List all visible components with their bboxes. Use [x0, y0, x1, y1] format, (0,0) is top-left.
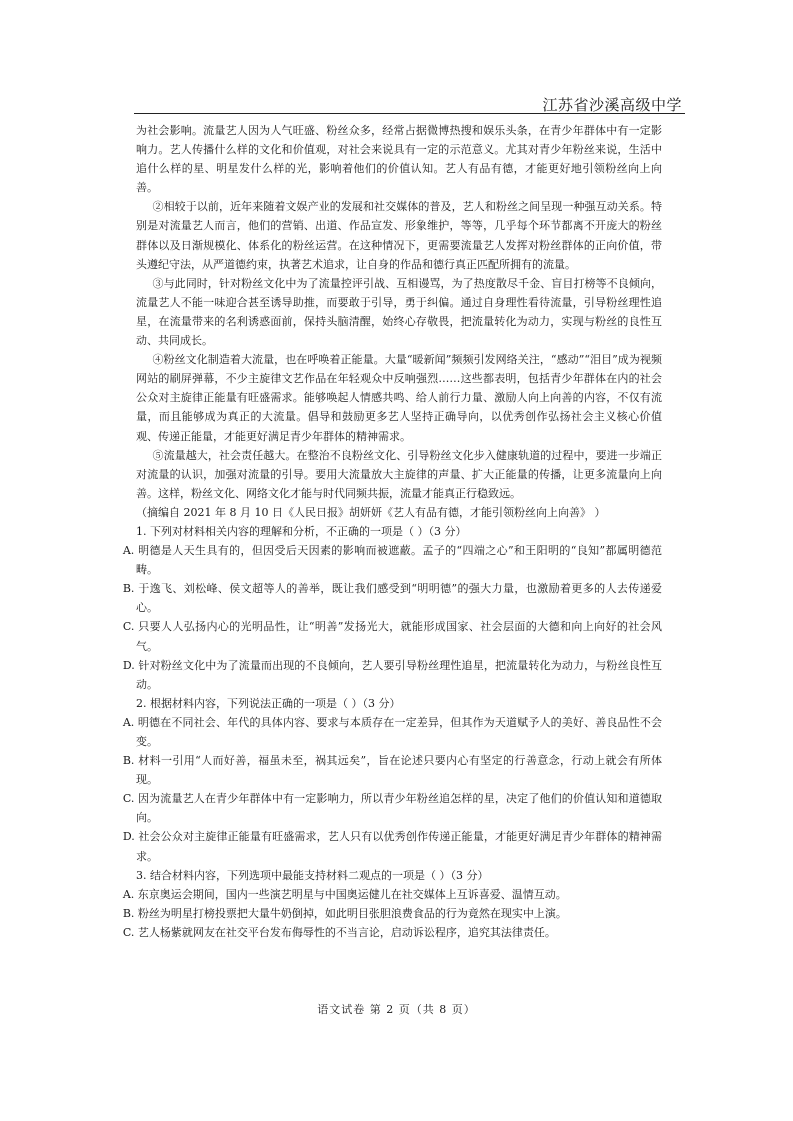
- question-3-title: 3. 结合材料内容，下列选项中最能支持材料二观点的一项是（ ）（3 分）: [136, 868, 489, 882]
- question-1-option-d: D. 针对粉丝文化中为了流量而出现的不良倾向，艺人要引导粉丝理性追星，把流量转化为动力，与粉丝良性互动。: [122, 658, 662, 691]
- page-footer: 语文试卷 第 2 页（共 8 页）: [317, 1003, 476, 1016]
- question-3-option-a: A. 东京奥运会期间，国内一些演艺明星与中国奥运健儿在社交媒体上互诉喜爱、温情互动。: [122, 887, 567, 901]
- question-3-option-b: B. 粉丝为明星打榜投票把大量牛奶倒掉，如此明目张胆浪费食品的行为竟然在现实中上演。: [122, 906, 567, 920]
- question-2-title: 2. 根据材料内容，下列说法正确的一项是（ ）（3 分）: [136, 696, 401, 710]
- question-2-option-d: D. 社会公众对主旋律正能量有旺盛需求，艺人只有以优秀创作传递正能量，才能更好满足青少年群体的精神需求。: [122, 830, 662, 863]
- school-name: 江苏省沙溪高级中学: [542, 96, 682, 114]
- question-2-option-c: C. 因为流量艺人在青少年群体中有一定影响力，所以青少年粉丝追怎样的星，决定了他们的价值认知和道德取向。: [122, 792, 662, 825]
- header-rule: [134, 113, 685, 114]
- question-3-option-c: C. 艺人杨紫就网友在社交平台发布侮辱性的不当言论，启动诉讼程序，追究其法律责任。: [122, 925, 556, 939]
- question-1-option-b: B. 于逸飞、刘松峰、侯文超等人的善举，既让我们感受到“明明德”的强大力量，也激励着更多的人去传递爱心。: [122, 582, 662, 615]
- question-2: [122, 694, 662, 866]
- question-3: [122, 866, 662, 942]
- question-1-title: 1. 下列对材料相关内容的理解和分析，不正确的一项是（ ）（3 分）: [136, 524, 467, 538]
- question-2-option-b: B. 材料一引用“人而好善，福虽未至，祸其远矣”，旨在论述只要内心有坚定的行善意念，行动上就会有所体现。: [122, 754, 662, 787]
- question-1-option-c: C. 只要人人弘扬内心的光明品性，让“明善”发扬光大，就能形成国家、社会层面的大德和向上向好的社会风气。: [122, 620, 662, 653]
- exam-content: [122, 121, 662, 942]
- question-1-option-a: A. 明德是人天生具有的，但因受后天因素的影响而被遮蔽。孟子的“四端之心”和王阳明的“良知”都属明德范畴。: [122, 544, 662, 577]
- paragraph-2: ②相较于以前，近年来随着文娱产业的发展和社交媒体的普及，艺人和粉丝之间呈现一种强互动关系。特别是对流量艺人而言，他们的营销、出道、作品宣发、形象维护，等等，几乎每个环节都离不开庞大的粉丝群体以及日渐规模化、体系化的粉丝运营。在这种情况下，更需要流量艺人发挥对粉丝群体的正向价值，带头遵纪守法，从严道德约束，执著艺术追求，让自身的作品和德行真正匹配所拥有的流量。: [136, 200, 662, 271]
- paragraph-continuation: 为社会影响。流量艺人因为人气旺盛、粉丝众多，经常占据微博热搜和娱乐头条，在青少年群体中有一定影响力。艺人传播什么样的文化和价值观，对社会来说具有一定的示范意义。尤其对青少年粉丝来说，生活中追什么样的星、明星发什么样的光，影响着他们的价值认知。艺人有品有德，才能更好地引领粉丝向上向善。: [136, 124, 662, 195]
- source-citation: （摘编自 2021 年 8 月 10 日《人民日报》胡妍妍《艺人有品有德，才能引领粉丝向上向善》 ）: [136, 505, 606, 519]
- question-1: [122, 522, 662, 694]
- question-2-option-a: A. 明德在不同社会、年代的具体内容、要求与本质存在一定差异，但其作为天道赋予人的美好、善良品性不会变。: [122, 715, 662, 748]
- page-header: [0, 94, 793, 114]
- paragraph-4: ④粉丝文化制造着大流量，也在呼唤着正能量。大量“暖新闻”频频引发网络关注，“感动”“泪目”成为视频网站的刷屏弹幕，不少主旋律文艺作品在年轻观众中反响强烈……这些都表明，包括青少年群体在内的社会公众对主旋律正能量有旺盛需求。能够唤起人情感共鸣、给人前行力量、激励人向上向善的内容，不仅有流量，而且能够成为真正的大流量。倡导和鼓励更多艺人坚持正确导向，以优秀创作弘扬社会主义核心价值观、传递正能量，才能更好满足青少年群体的精神需求。: [136, 353, 662, 443]
- paragraph-5: ⑤流量越大，社会责任越大。在整治不良粉丝文化、引导粉丝文化步入健康轨道的过程中，要进一步端正对流量的认识，加强对流量的引导。要用大流量放大主旋律的声量、扩大正能量的传播，让更多流量向上向善。这样，粉丝文化、网络文化才能与时代同频共振，流量才能真正行稳致远。: [136, 448, 662, 500]
- paragraph-3: ③与此同时，针对粉丝文化中为了流量控评引战、互相谩骂，为了热度散尽千金、盲目打榜等不良倾向，流量艺人不能一味迎合甚至诱导助推，而要敢于引导，勇于纠偏。通过自身理性看待流量，引导粉丝理性追星，在流量带来的名利诱惑面前，保持头脑清醒，始终心存敬畏，把流量转化为动力，实现与粉丝的良性互动、共同成长。: [136, 276, 662, 348]
